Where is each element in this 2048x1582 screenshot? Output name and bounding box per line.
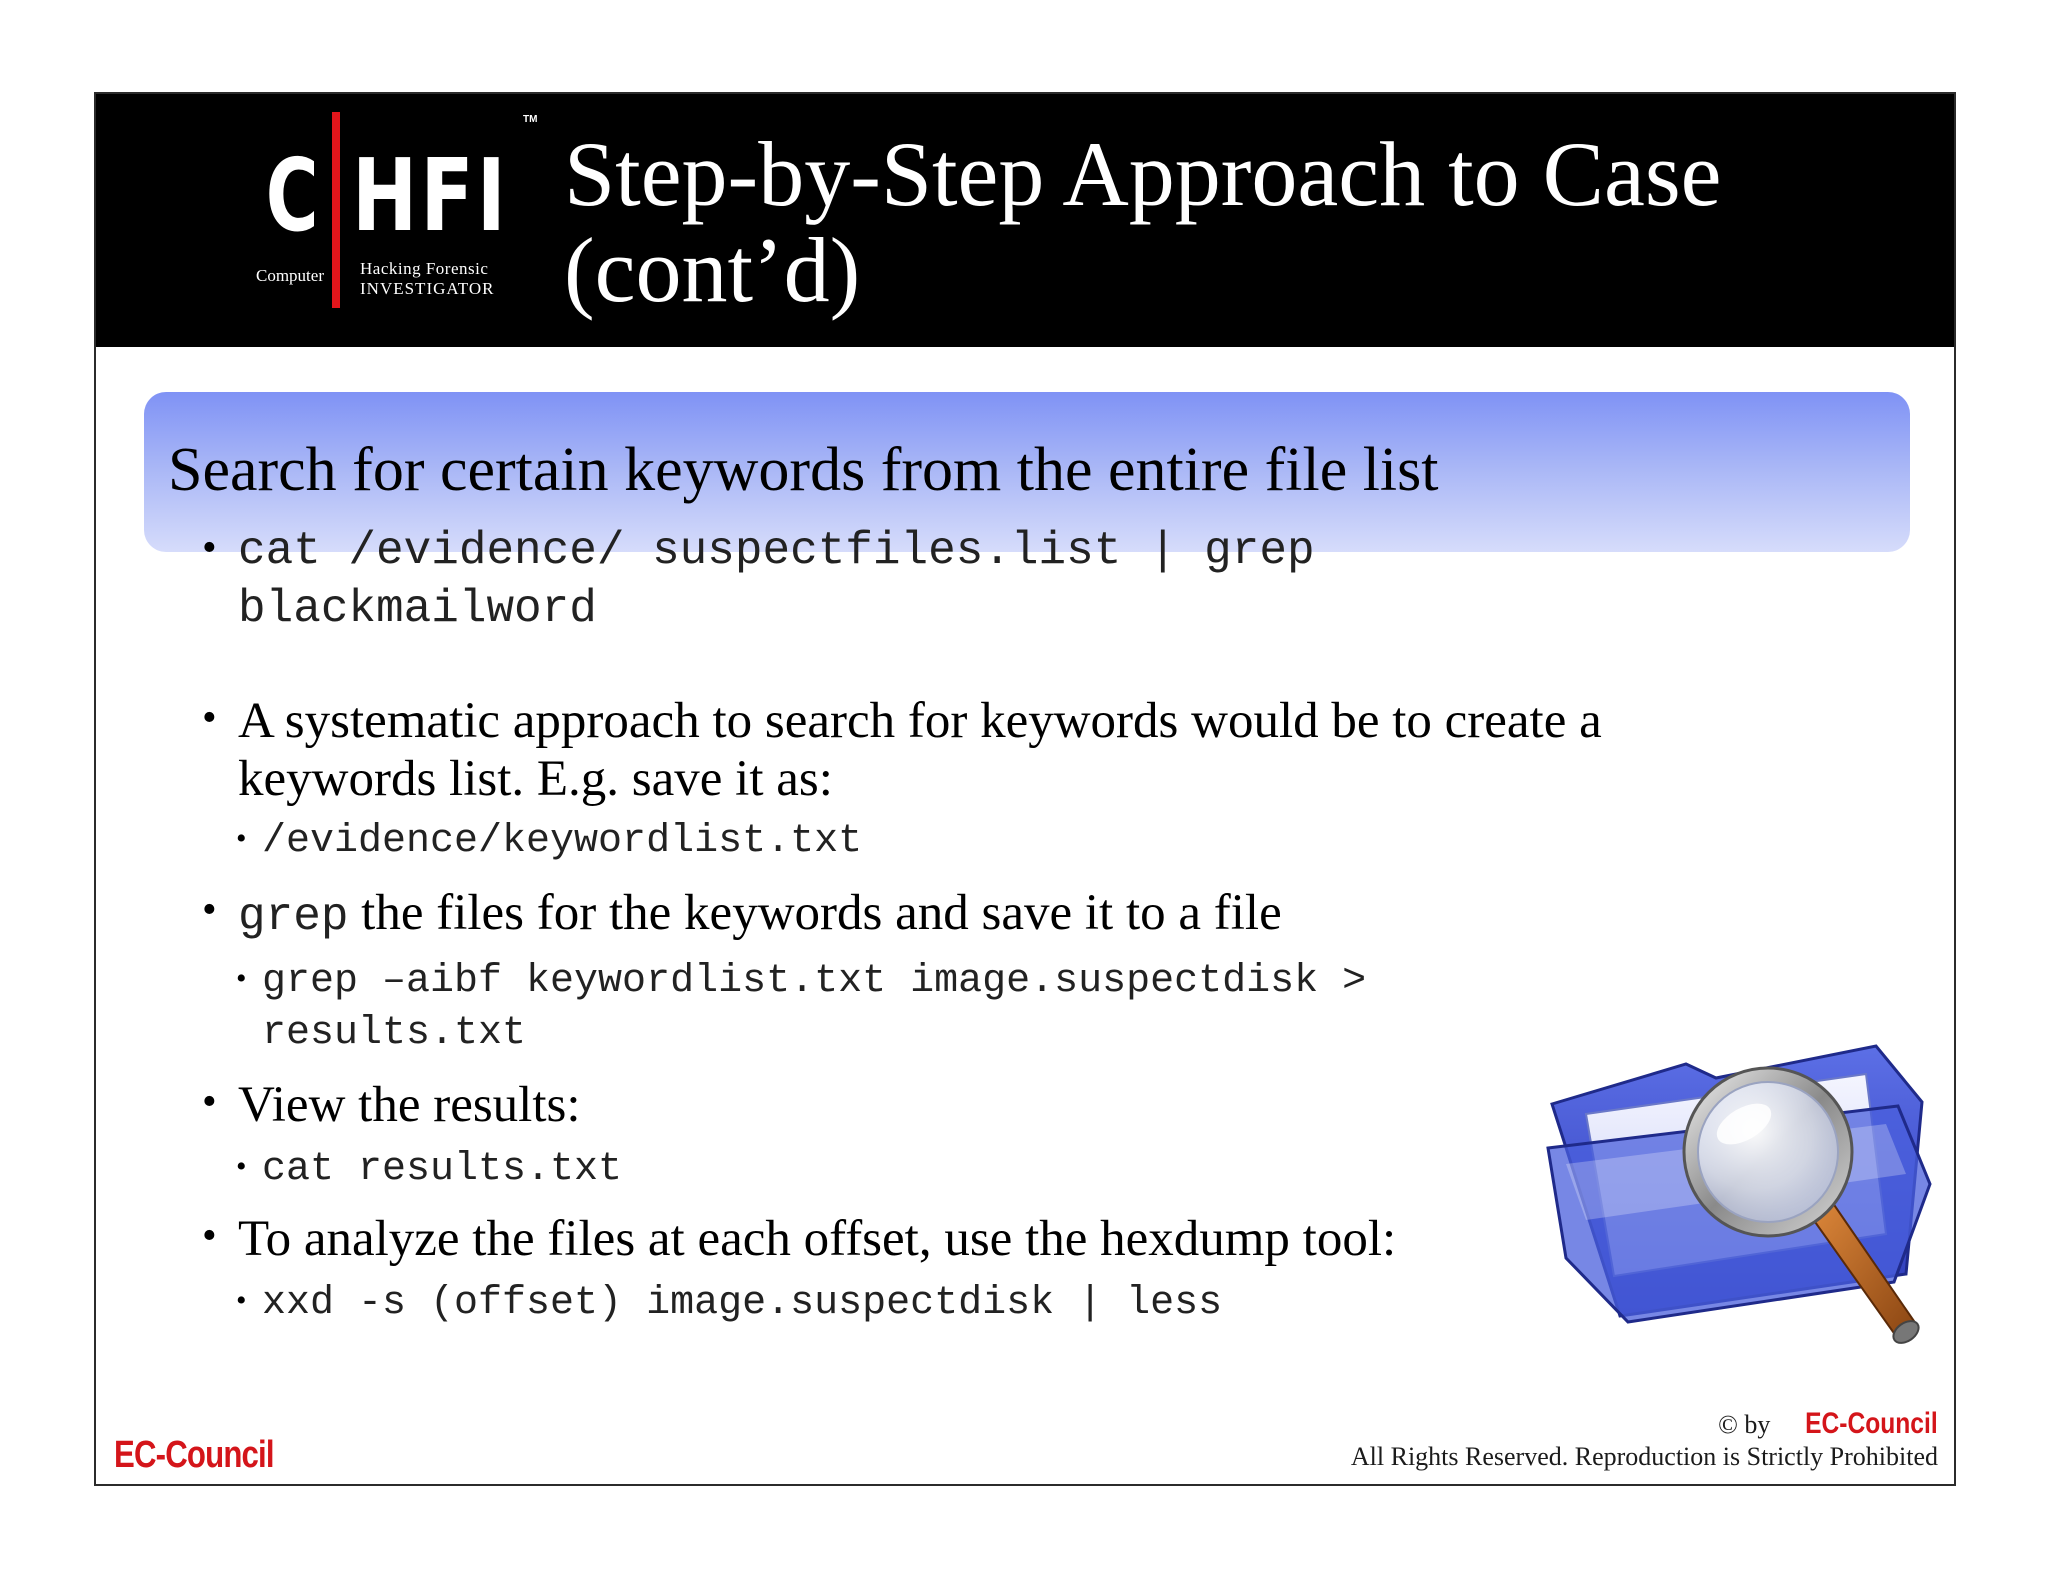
logo-letters-hfi: HFI [352, 137, 509, 254]
bullet-3-text: the files for the keywords and save it to a file [361, 885, 1282, 941]
sub-bullet-3-line-1: grep –aibf keywordlist.txt image.suspectdisk > [262, 959, 1367, 1004]
bullet-dot: • [202, 1213, 217, 1259]
sub-bullet-dot: • [236, 962, 247, 995]
footer-copyright [1351, 1408, 1938, 1473]
logo-investigator-label: INVESTIGATOR [360, 279, 495, 298]
sub-bullet-4-text: cat results.txt [262, 1147, 623, 1192]
sub-bullet-dot: • [236, 1150, 247, 1183]
title-line-1: Step-by-Step Approach to Case [564, 123, 1722, 225]
title-line-2: (cont’d) [564, 219, 861, 321]
sub-bullet-5-text: xxd -s (offset) image.suspectdisk | less [262, 1281, 1223, 1326]
footer-ec-council-logo: EC-Council [114, 1434, 274, 1476]
bullet-dot: • [202, 695, 217, 741]
bullet-5-text: To analyze the files at each offset, use the hexdump tool: [238, 1211, 1397, 1267]
copyright-prefix: © by [1718, 1410, 1771, 1439]
banner-heading: Search for certain keywords from the entire file list [168, 436, 1439, 504]
logo-hacking-forensic-label: Hacking Forensic [360, 259, 489, 278]
logo-computer-label: Computer [256, 266, 324, 285]
copyright-brand: EC-Council [1805, 1407, 1938, 1440]
bullet-4-text: View the results: [238, 1077, 581, 1133]
folder-magnifier-icon [1546, 1044, 1946, 1374]
bullet-3-code: grep [238, 891, 349, 943]
bullet-1-line-1: cat /evidence/ suspectfiles.list | grep [238, 525, 1315, 577]
sub-bullet-3-line-2: results.txt [262, 1011, 527, 1056]
bullet-2-line-2: keywords list. E.g. save it as: [238, 751, 833, 807]
sub-bullet-dot: • [236, 822, 247, 855]
sub-bullet-dot: • [236, 1284, 247, 1317]
slide [94, 92, 1956, 1486]
magnifier-lens [1684, 1068, 1852, 1236]
bullet-dot: • [202, 525, 217, 571]
logo-letter-c: C [265, 137, 319, 254]
logo-trademark: TM [523, 114, 538, 125]
bullet-1-line-2: blackmailword [238, 583, 597, 635]
rights-reserved-text: All Rights Reserved. Reproduction is Strictly Prohibited [1350, 1442, 1938, 1471]
bullet-dot: • [202, 1079, 217, 1125]
bullet-2-line-1: A systematic approach to search for keywords would be to create a [238, 693, 1602, 749]
sub-bullet-2-text: /evidence/keywordlist.txt [262, 819, 863, 864]
bullet-dot: • [202, 887, 217, 933]
